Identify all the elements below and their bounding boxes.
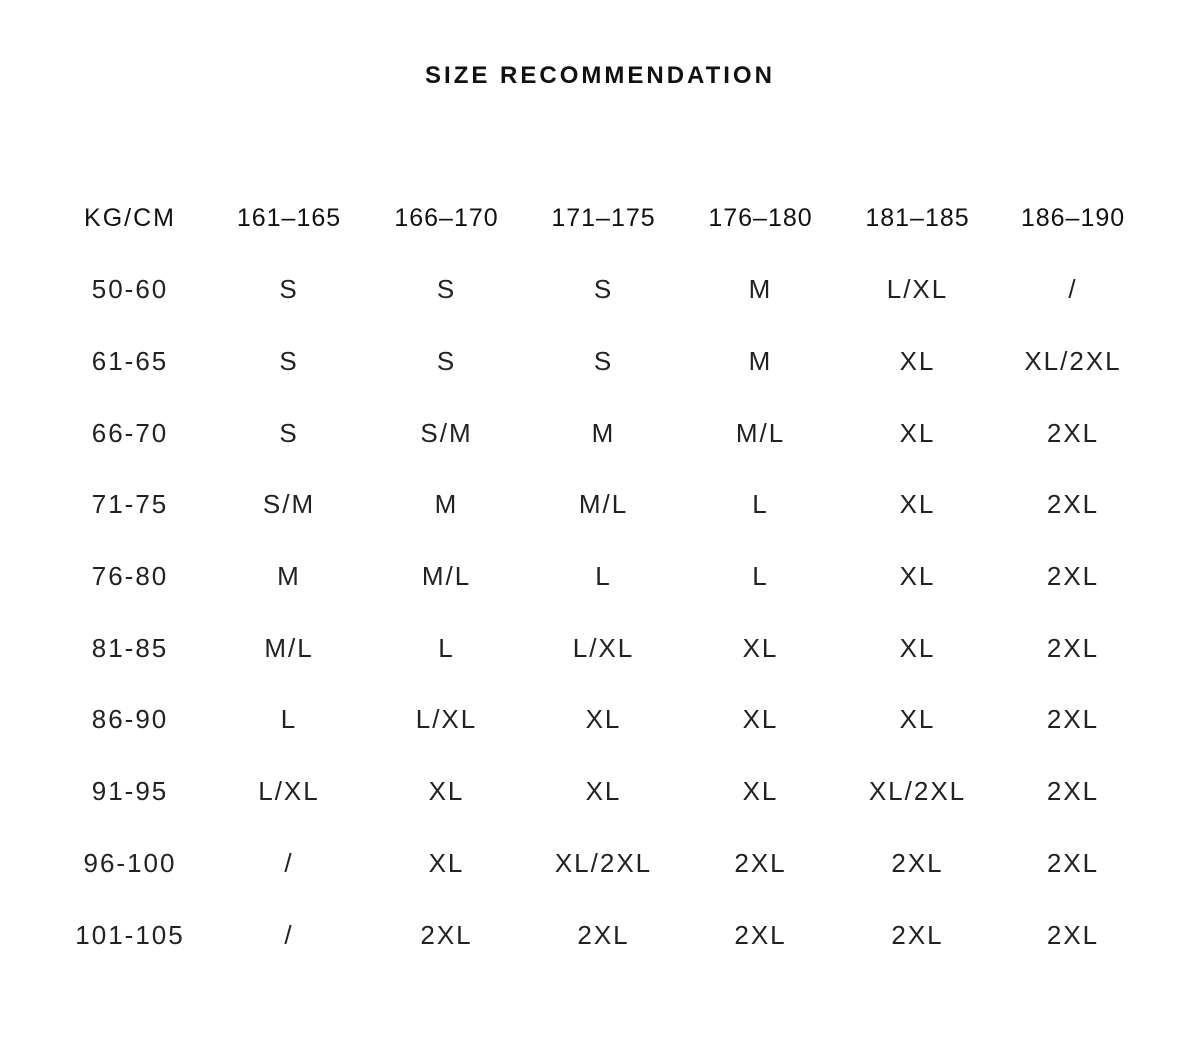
size-cell: 2XL [577,919,630,950]
size-cell: XL [742,632,779,663]
size-cell: L [280,704,298,735]
size-cell: S [436,274,457,305]
size-cell: 2XL [891,847,944,878]
size-cell: S [593,274,614,305]
table-row [50,899,1150,971]
size-cell: M [748,346,773,377]
size-cell: XL [742,776,779,807]
size-cell: XL [742,704,779,735]
table-row [50,756,1150,828]
size-cell: M/L [264,632,314,663]
table-row [50,254,1150,326]
table-row [50,469,1150,541]
column-header: 176–180 [708,204,813,232]
size-cell: 2XL [1046,632,1100,663]
size-cell: / [284,847,294,878]
size-cell: 2XL [1046,919,1100,950]
size-cell: M/L [735,417,786,448]
size-cell: S [436,346,457,377]
size-cell: 2XL [1046,704,1100,735]
size-cell: 2XL [1046,489,1100,520]
size-cell: 2XL [1046,561,1100,592]
size-cell: XL [899,561,936,592]
size-cell: S [279,346,299,377]
size-cell: L/XL [886,274,949,305]
weight-label: 101-105 [75,919,185,950]
size-cell: L/XL [572,632,635,663]
size-cell: XL [899,489,936,520]
table-row [50,326,1150,398]
size-cell: L [752,561,769,592]
size-cell: S [279,274,299,305]
weight-label: 96-100 [83,847,177,878]
size-cell: L/XL [258,776,320,807]
size-table [50,183,1150,971]
corner-label: KG/CM [84,204,176,232]
column-header: 166–170 [394,204,499,232]
weight-label: 71-75 [91,489,169,520]
table-header-row [50,183,1150,254]
size-cell: M [277,561,301,592]
size-cell: 2XL [1046,847,1100,878]
size-cell: 2XL [734,919,787,950]
size-cell: M/L [421,561,472,592]
size-cell: 2XL [1046,776,1100,807]
size-cell: XL [899,417,936,448]
size-cell: / [1068,274,1078,305]
weight-label: 76-80 [91,561,169,592]
size-cell: XL [428,776,465,807]
size-cell: 2XL [420,919,473,950]
table-row [50,541,1150,613]
column-header: 181–185 [865,204,970,232]
size-cell: XL [428,847,465,878]
size-cell: M [591,417,616,448]
size-cell: / [284,919,294,950]
size-cell: 2XL [734,847,787,878]
size-cell: L [595,561,612,592]
size-cell: XL [585,776,622,807]
size-cell: XL/2XL [1024,346,1122,377]
size-cell: XL/2XL [554,847,653,878]
size-cell: M [434,489,459,520]
size-cell: L [752,489,769,520]
table-row [50,397,1150,469]
size-cell: 2XL [1046,417,1100,448]
size-cell: XL [899,704,936,735]
table-row [50,828,1150,900]
size-cell: M [748,274,773,305]
weight-label: 50-60 [91,274,169,305]
size-cell: XL/2XL [868,776,967,807]
table-row [50,612,1150,684]
table-body [50,254,1150,971]
column-header: 186–190 [1020,204,1126,232]
table-row [50,684,1150,756]
size-cell: 2XL [891,919,944,950]
size-cell: S/M [262,489,316,520]
weight-label: 81-85 [91,632,169,663]
size-cell: S/M [420,417,473,448]
weight-label: 61-65 [91,346,169,377]
size-cell: XL [899,632,936,663]
size-cell: L/XL [415,704,478,735]
weight-label: 91-95 [91,776,169,807]
page-title: SIZE RECOMMENDATION [425,62,775,89]
column-header: 161–165 [236,204,342,232]
weight-label: 86-90 [91,704,169,735]
size-cell: L [438,632,455,663]
column-header: 171–175 [551,204,656,232]
size-cell: S [279,417,299,448]
size-cell: XL [899,346,936,377]
size-cell: M/L [578,489,629,520]
size-cell: S [593,346,614,377]
weight-label: 66-70 [91,417,169,448]
size-cell: XL [585,704,622,735]
